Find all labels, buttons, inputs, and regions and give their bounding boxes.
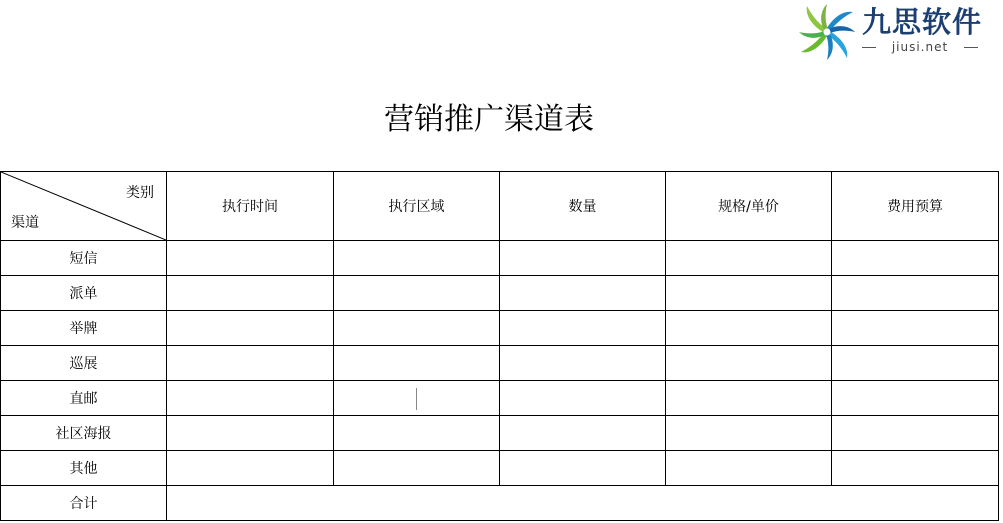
table-cell[interactable] — [167, 416, 334, 451]
spiral-logo-icon — [796, 2, 858, 62]
table-cell[interactable] — [666, 451, 832, 486]
logo-rule-right — [964, 47, 978, 48]
row-label: 巡展 — [1, 346, 167, 381]
table-cell[interactable] — [500, 311, 666, 346]
table-cell[interactable] — [167, 311, 334, 346]
table-cell[interactable] — [832, 451, 999, 486]
row-label: 直邮 — [1, 381, 167, 416]
table-cell[interactable] — [334, 311, 500, 346]
header-row — [1, 172, 999, 241]
table-cell[interactable] — [334, 451, 500, 486]
table-cell[interactable] — [334, 276, 500, 311]
table-cell[interactable] — [666, 311, 832, 346]
table-cell[interactable] — [832, 241, 999, 276]
corner-cell — [1, 172, 167, 241]
table-cell[interactable] — [832, 381, 999, 416]
column-header: 执行区域 — [334, 172, 500, 241]
table-cell[interactable] — [500, 346, 666, 381]
table-cell[interactable] — [500, 381, 666, 416]
table-cell[interactable] — [334, 241, 500, 276]
table-cell[interactable] — [500, 416, 666, 451]
logo-name: 九思软件 — [862, 5, 983, 39]
table-cell[interactable] — [167, 276, 334, 311]
table-row — [1, 416, 999, 451]
table-cell[interactable] — [334, 416, 500, 451]
table-cell[interactable] — [832, 311, 999, 346]
total-row — [1, 486, 999, 521]
table-cell[interactable] — [167, 346, 334, 381]
row-label: 派单 — [1, 276, 167, 311]
jiusi-logo — [796, 2, 986, 62]
logo-rule-left — [862, 47, 876, 48]
row-label: 短信 — [1, 241, 167, 276]
table-row — [1, 276, 999, 311]
total-label: 合计 — [1, 486, 167, 521]
table-cell[interactable] — [500, 451, 666, 486]
row-label: 举牌 — [1, 311, 167, 346]
table-cell[interactable] — [167, 451, 334, 486]
table-cell[interactable] — [832, 276, 999, 311]
table-cell[interactable] — [666, 276, 832, 311]
table-cell[interactable] — [666, 416, 832, 451]
table-cell[interactable] — [334, 346, 500, 381]
logo-domain: jiusi.net — [891, 40, 949, 54]
corner-category-label: 类别 — [126, 185, 154, 201]
column-header: 数量 — [500, 172, 666, 241]
row-label: 其他 — [1, 451, 167, 486]
table-row — [1, 311, 999, 346]
column-header: 费用预算 — [832, 172, 999, 241]
row-label: 社区海报 — [1, 416, 167, 451]
corner-channel-label: 渠道 — [11, 215, 39, 231]
logo-domain-wrap — [862, 40, 978, 54]
table-row — [1, 381, 999, 416]
table-cell[interactable] — [832, 416, 999, 451]
channel-table — [0, 171, 999, 521]
page-title: 营销推广渠道表 — [384, 102, 594, 137]
table-cell[interactable] — [167, 241, 334, 276]
table-cell[interactable] — [666, 241, 832, 276]
table-cell[interactable] — [167, 381, 334, 416]
table-row — [1, 451, 999, 486]
total-cell[interactable] — [167, 486, 999, 521]
column-header: 执行时间 — [167, 172, 334, 241]
table-cell[interactable] — [666, 346, 832, 381]
table-cell[interactable] — [666, 381, 832, 416]
column-header: 规格/单价 — [666, 172, 832, 241]
table-cell[interactable] — [500, 276, 666, 311]
table-row — [1, 346, 999, 381]
table-cell[interactable] — [500, 241, 666, 276]
table-row — [1, 241, 999, 276]
text-cursor — [416, 388, 417, 410]
table-cell[interactable] — [832, 346, 999, 381]
